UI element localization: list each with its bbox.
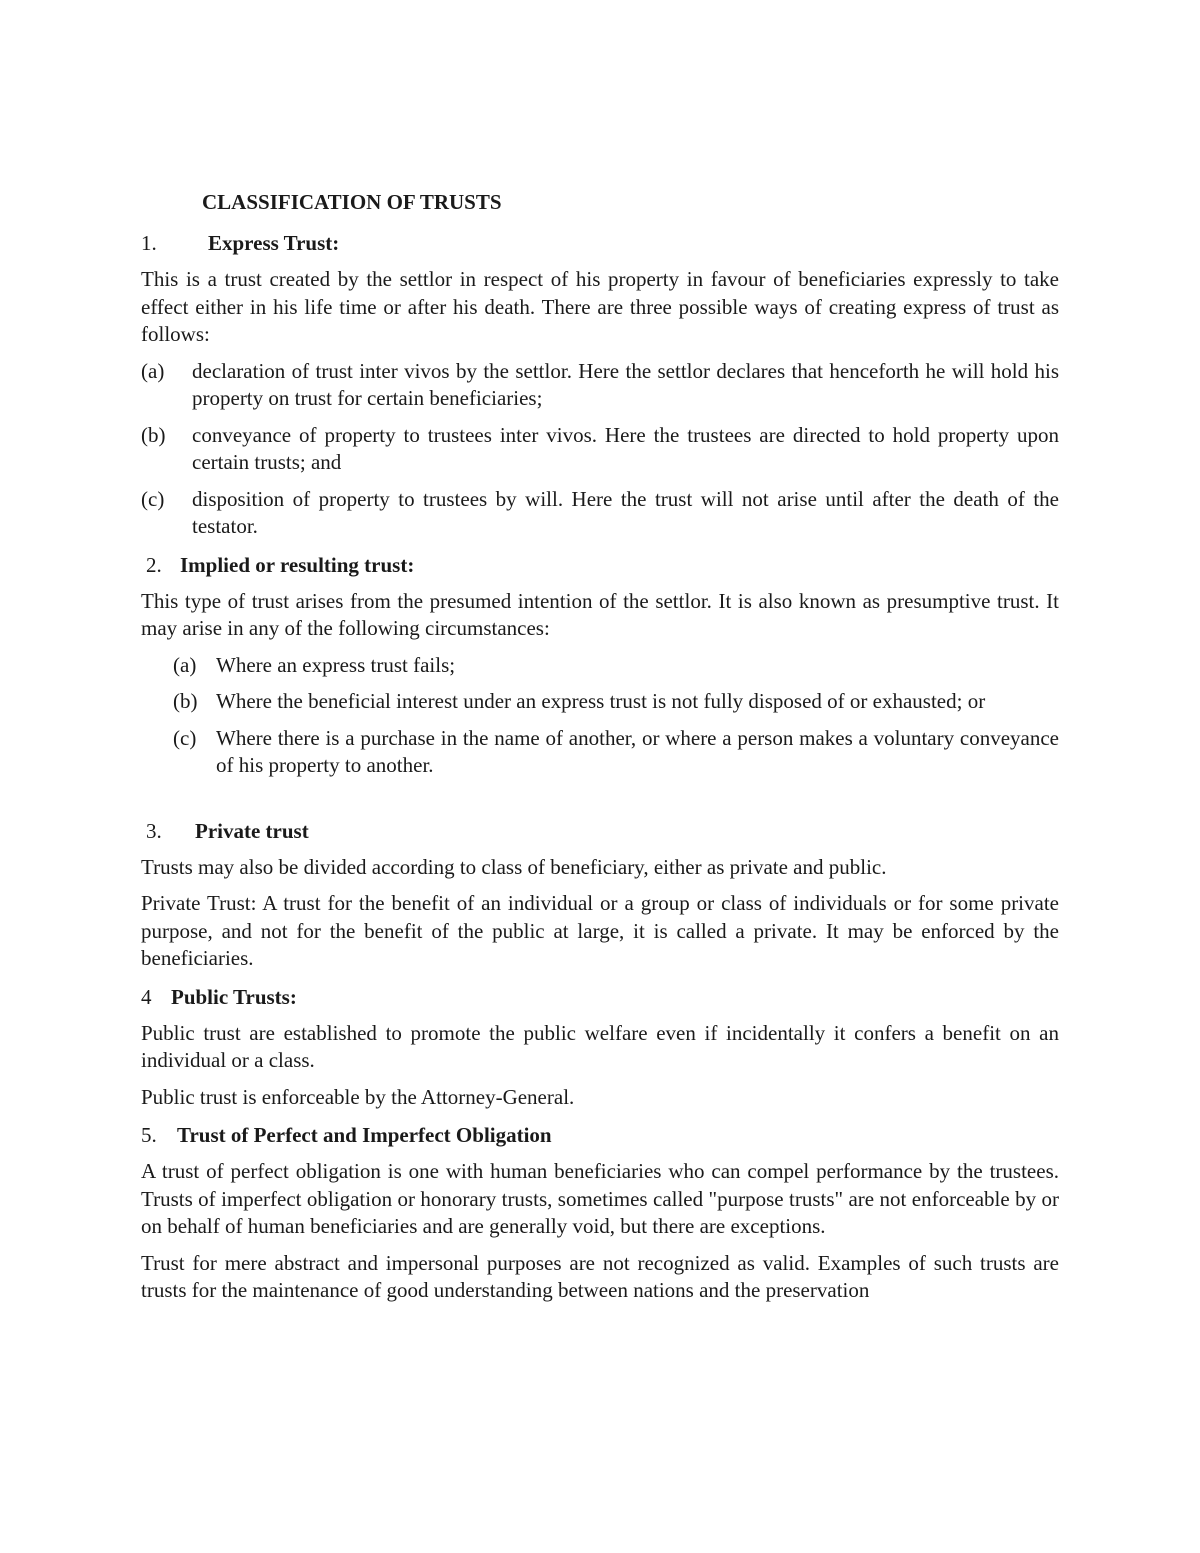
paragraph: This is a trust created by the settlor in respect of his property in favour of beneficiaries expressly to take effect either in his life time or after his death. There are three possible ways of creating express of trust as follows:	[141, 267, 1059, 346]
section-title: Private trust	[195, 818, 309, 843]
list-item	[141, 688, 1059, 716]
section-number: 1.	[141, 231, 157, 255]
section-heading-implied-trust	[141, 550, 1059, 580]
list-item	[141, 422, 1059, 477]
paragraph: Public trust is enforceable by the Attorney-General.	[141, 1084, 575, 1109]
section-number: 2.	[146, 552, 162, 577]
list-item-text: declaration of trust inter vivos by the settlor. Here the settlor declares that henceforth he will hold his property on trust for certain beneficiaries;	[192, 358, 1059, 410]
list-marker: (a)	[141, 358, 165, 383]
section-title: Trust of Perfect and Imperfect Obligation	[177, 1123, 552, 1147]
list-item	[141, 358, 1059, 413]
paragraph: Public trust are established to promote the public welfare even if incidentally it confers a benefit on an individual or a class.	[141, 1020, 1059, 1072]
paragraph: Trust for mere abstract and impersonal purposes are not recognized as valid. Examples of such trusts are trusts for the maintenance of good understanding between nations and the preservation	[141, 1250, 1059, 1302]
list-marker: (a)	[173, 652, 197, 677]
list-marker: (b)	[141, 422, 166, 447]
list-item-text: Where the beneficial interest under an express trust is not fully disposed of or exhausted; or	[216, 689, 986, 713]
list-marker: (c)	[173, 725, 197, 750]
section-number: 5.	[141, 1123, 157, 1147]
section-title: Public Trusts:	[171, 984, 297, 1009]
paragraph: Private Trust: A trust for the benefit of an individual or a group or class of individuals or for some private purpose, and not for the benefit of the public at large, it is called a private. It may be enforced by the beneficiaries.	[141, 891, 1059, 970]
section-title: Implied or resulting trust:	[180, 552, 415, 577]
list-item-text: Where an express trust fails;	[216, 652, 456, 677]
section-number: 4	[141, 984, 152, 1009]
section-heading-public-trusts	[141, 982, 1059, 1012]
list-item-text: conveyance of property to trustees inter vivos. Here the trustees are directed to hold property upon certain trusts; and	[192, 422, 1059, 474]
paragraph: This type of trust arises from the presumed intention of the settlor. It is also known as presumptive trust. It may arise in any of the following circumstances:	[141, 588, 1059, 640]
paragraph: Trusts may also be divided according to class of beneficiary, either as private and public.	[141, 854, 887, 879]
paragraph: A trust of perfect obligation is one with human beneficiaries who can compel performance by the trustees. Trusts of imperfect obligation or honorary trusts, sometimes called "purpose trusts" are not enforceable by or on behalf of human beneficiaries and are generally void, but there are exceptions.	[141, 1159, 1059, 1238]
section-heading-private-trust	[141, 816, 1059, 846]
list-item	[141, 652, 1059, 680]
document-page	[141, 186, 1059, 1314]
list-item	[141, 725, 1059, 780]
list-item	[141, 486, 1059, 541]
section-number: 3.	[146, 818, 162, 843]
section-title: Express Trust:	[208, 231, 340, 255]
document-title: CLASSIFICATION OF TRUSTS	[202, 190, 502, 214]
section-heading-express-trust	[141, 228, 1059, 258]
list-marker: (b)	[173, 689, 198, 713]
list-marker: (c)	[141, 486, 165, 511]
list-item-text: Where there is a purchase in the name of another, or where a person makes a voluntary conveyance of his property to another.	[216, 725, 1059, 777]
section-heading-perfect-obligation	[141, 1120, 1059, 1150]
list-item-text: disposition of property to trustees by will. Here the trust will not arise until after the death of the testator.	[192, 486, 1059, 538]
